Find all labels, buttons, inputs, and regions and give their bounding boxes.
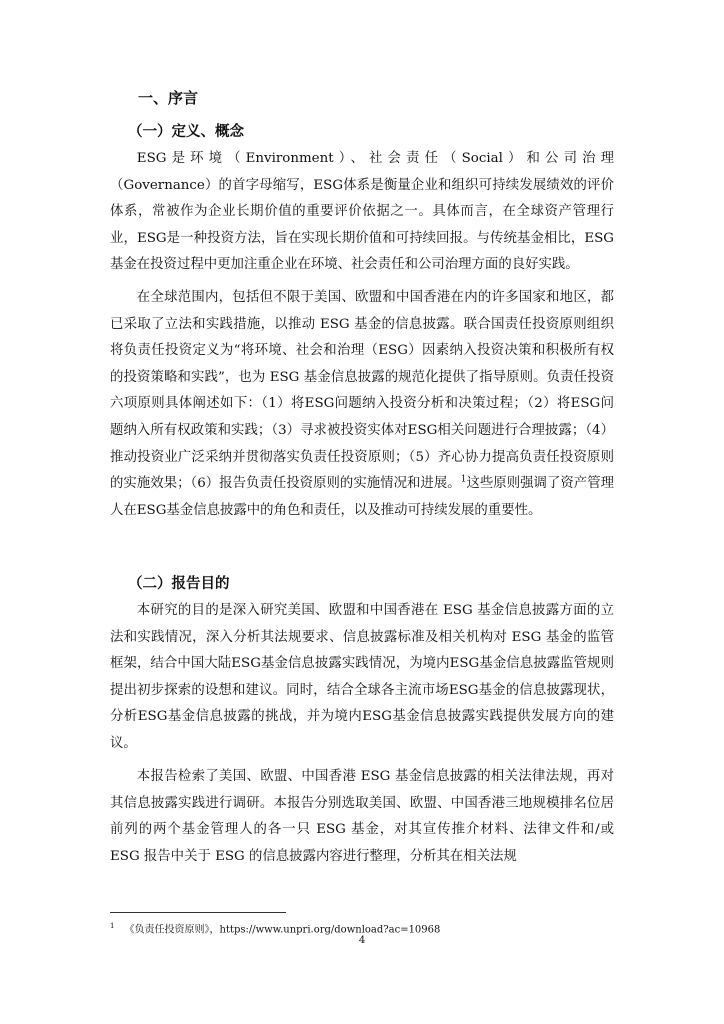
subsection-heading-definition: （一）定义、概念: [128, 124, 244, 140]
paragraph-text: 这些原则强调了资产管理人在ESG基金信息披露中的角色和责任，以及推动可持续发展的重要性。: [110, 476, 615, 518]
page-number: 4: [358, 935, 366, 946]
footnote-text: 《负责任投资原则》，https://www.unpri.org/download?ac=10968: [124, 924, 441, 936]
footnote-reference: 1: [460, 474, 467, 485]
footnote-number: 1: [110, 922, 115, 930]
paragraph-global-practice: [110, 285, 614, 524]
paragraph-esg-definition: ESG是环境（Environment）、社会责任（Social）和公司治理（Governance）的首字母缩写，ESG体系是衡量企业和组织可持续发展绩效的评价体系，常被作为企业长期价值的重要评价依据之一。具体而言，在全球资产管理行业，ESG是一种投资方法，旨在实现长期价值和可持续回报。与传统基金相比，ESG基金在投资过程中更加注重企业在环境、社会责任和公司治理方面的良好实践。: [110, 151, 614, 273]
paragraph-text: 在全球范围内，包括但不限于美国、欧盟和中国香港在内的许多国家和地区，都已采取了立法和实践措施，以推动 ESG 基金的信息披露。联合国责任投资原则组织将负责任投资定义为“将环境、社会和治理（ESG）因素纳入投资决策和积极所有权的投资策略和实践”，也为 ESG 基金信息披露的规范化提供了指导原则。负责任投资六项原则具体阐述如下：（1）将ESG问题纳入投资分析和决策过程；（2）将ESG问题纳入所有权政策和实践；（3）寻求被投资实体对ESG相关问题进行合理披露；（4）推动投资业广泛采纳并贯彻落实负责任投资原则；（5）齐心协力提高负责任投资原则的实施效果；（6）报告负责任投资原则的实施情况和进展。: [110, 290, 614, 492]
footnote-divider: [110, 912, 286, 913]
subsection-heading-purpose: （二）报告目的: [128, 576, 230, 592]
paragraph-research-purpose: 本研究的目的是深入研究美国、欧盟和中国香港在 ESG 基金信息披露方面的立法和实践情况，深入分析其法规要求、信息披露标准及相关机构对 ESG 基金的监管框架，结合中国大陆ESG基金信息披露实践情况，为境内ESG基金信息披露监管规则提出初步探索的设想和建议。同时，结合全球各主流市场ESG基金的信息披露现状，分析ESG基金信息披露的挑战，并为境内ESG基金信息披露实践提供发展方向的建议。: [110, 603, 614, 751]
section-heading: 一、序言: [138, 89, 199, 107]
paragraph-report-method: 本报告检索了美国、欧盟、中国香港 ESG 基金信息披露的相关法律法规，再对其信息披露实践进行调研。本报告分别选取美国、欧盟、中国香港三地规模排名位居前列的两个基金管理人的各一只 ESG 基金，对其宣传推介材料、法律文件和/或 ESG 报告中关于 ESG 的信息披露内容进行整理，分析其在相关法规: [110, 769, 614, 864]
